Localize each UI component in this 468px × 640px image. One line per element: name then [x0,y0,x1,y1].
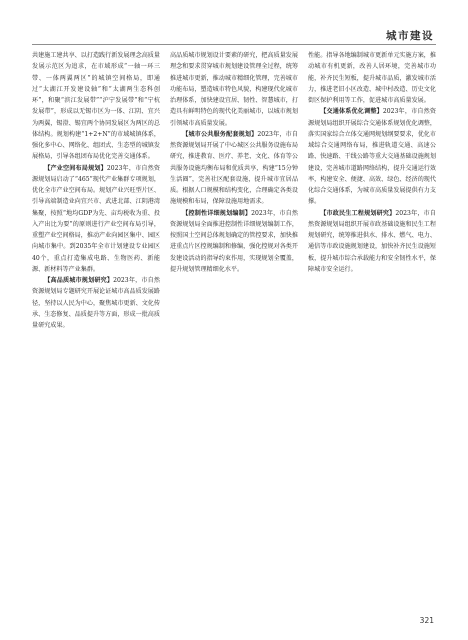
page-number: 321 [419,616,434,625]
section [170,129,298,208]
section-body: 2023年，市自然资源规划局全面推进控制性详细规划编制工作，按照国土空间总体规划确定的管控要求，加快推进重点片区控规编制和修编，强化控规对各类开发建设活动的指导约束作用，实现规划全覆盖，提升规划管理精细化水平。 [170,209,298,273]
running-header-title: 城市建设 [386,30,434,42]
column-1 [32,50,160,610]
column-2-intro: 高品质城市规划设计要素的研究，把高质量发展理念和要求贯穿城市规划建设管理全过程，统筹推进城市更新，推动城市精细化管理，完善城市功能布局，塑造城市特色风貌，构建现代化城市治理体系，加快建设宜居、韧性、智慧城市，打造具有鲜明特色的现代化美丽城市，以城市规划引领城市高质量发展。 [170,52,298,127]
section [308,208,436,276]
text-columns [32,50,436,610]
section-title: 【交通体系优化调整】 [320,108,383,116]
section-title: 【市政民生工程规划研究】 [320,209,396,217]
column-3 [308,50,436,610]
column-1-intro: 共建施工建共享、以打造践行新发展理念高质量发展示范区为追求，在市域形成“一轴一环三带、一体两翼两区”的城镇空间格局，即通过“太湖江开发建设轴”和“太湖两生态科创环”，和聚“滨江发展带”“沪宁发展带”和“宁杭发展带”，形成以无锡市区为一体、江阴、宜兴为两翼，锡澄、锡宜两个协同发展区为两区的总体结构。规划构建“1+2+N”的市域城镇体系，强化多中心、网络化、组团式、生态型的城镇发展格局，引导各组团布局优化完善交通体系。 [32,52,160,161]
section-title: 【产业空间布局规划】 [44,164,107,172]
section [308,106,436,207]
section-body: 2023年，市自然资源规划局组织开展市政基础设施和民生工程规划研究，统筹推进供水、排水、燃气、电力、通信等市政设施规划建设，加快补齐民生设施短板，提升城市综合承载能力和安全韧性水平，保障城市安全运行。 [308,209,436,273]
section [170,208,298,276]
section-body: 2023年，市自然资源规划局组织开展综合交通体系规划优化调整，落实国家综合立体交通网规划纲要要求，优化市域综合交通网络布局，推进轨道交通、高速公路、快速路、干线公路等重大交通基础设施规划建设，完善城市道路网络结构，提升交通运行效率，构建安全、便捷、高效、绿色、经济的现代化综合交通体系，为城市高质量发展提供有力支撑。 [308,108,436,206]
section-body: 2023年，市自然资源规划局启动了“465”现代产业集群专项规划，优化全市产业空间布局。规划产业兴旺型片区、引导高端制造业向宜兴市、武进北部、江阴港湾集聚，按照“地均GDP为先、亩均税收为重、投入产出比为要”的原则进行产业空间布局引导，重塑产业空间格局，推动产业向园区集中、园区向城市集中。到2035年全市计划建设专业园区40个，重点打造集成电路、生物医药、新能源、新材料等产业集群。 [32,164,160,273]
section [32,275,160,331]
section-title: 【城市公共服务配套规划】 [182,130,258,138]
section-body: 2023年，市自然资源规划局开展了中心城区公共服务设施布局研究，推进教育、医疗、养老、文化、体育等公共服务设施均衡布局和优质共享，构建“15分钟生活圈”，完善社区配套设施，提升城市宜居品质。根据人口规模和结构变化，合理确定各类设施规模和布局，保障设施用地需求。 [170,130,298,206]
header-divider [32,44,436,45]
section-body: 2023年，市自然资源规划局专题研究开展论证城市高品质发展路径，坚持以人民为中心，聚焦城市更新、文化传承、生态修复、品质提升等方面，形成一批高质量研究成果。 [32,277,160,329]
section [32,163,160,276]
column-2 [170,50,298,610]
column-3-intro: 性能。指导各地编制城市更新单元实施方案，推动城市有机更新，改善人居环境，完善城市功能，补齐民生短板，提升城市品质，激发城市活力，推进老旧小区改造、城中村改造、历史文化街区保护利用等工作，促进城市高质量发展。 [308,52,436,104]
section-title: 【高品质城市规划研究】 [44,277,114,284]
section-title: 【控制性详细规划编制】 [182,209,252,217]
